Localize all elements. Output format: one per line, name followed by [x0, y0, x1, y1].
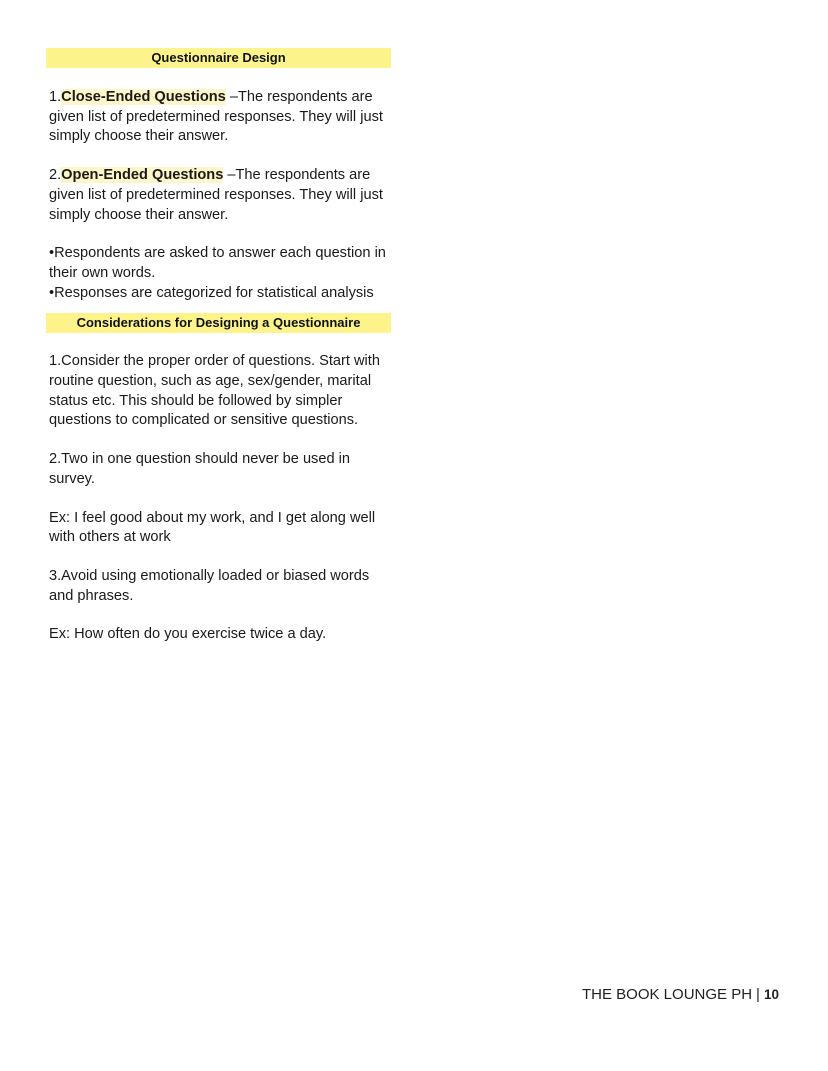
paragraph-example-2: Ex: How often do you exercise twice a day.: [49, 626, 327, 643]
section-heading-questionnaire-design: Questionnaire Design: [46, 48, 391, 68]
page-number: 10: [763, 987, 779, 1002]
footer-separator: |: [756, 986, 760, 1003]
page-content: [47, 48, 391, 645]
paragraph-consideration-2: 2.Two in one question should never be used in survey.: [49, 451, 351, 487]
item-number: 1.: [49, 89, 62, 105]
paragraph-example-1: Ex: I feel good about my work, and I get along well with others at work: [49, 509, 376, 546]
page-footer: [582, 986, 779, 1003]
item-text: –The respondents are given list of predetermined responses. They will just simply choose their answer.: [49, 167, 383, 223]
paragraph-open-ended: [49, 166, 391, 225]
term-open-ended: Open-Ended Questions: [61, 167, 224, 184]
paragraph-consideration-3: 3.Avoid using emotionally loaded or biased words and phrases.: [49, 567, 370, 604]
item-text: –The respondents are given list of predetermined responses. They will just simply choose their answer.: [49, 89, 383, 145]
bullet-item: •Responses are categorized for statistical analysis: [49, 284, 374, 301]
section-heading-considerations: Considerations for Designing a Questionnaire: [46, 313, 391, 333]
term-close-ended: Close-Ended Questions: [61, 89, 226, 105]
bullet-item: •Respondents are asked to answer each question in their own words.: [49, 245, 386, 281]
publisher-name: THE BOOK LOUNGE PH: [582, 986, 753, 1003]
paragraph-consideration-1: 1.Consider the proper order of questions. Start with routine question, such as age, sex/gender, marital status etc. This should be followed by simpler questions to complicated or sensitive questions.: [49, 353, 380, 429]
item-number: 2.: [49, 167, 62, 184]
paragraph-close-ended: [49, 88, 391, 147]
